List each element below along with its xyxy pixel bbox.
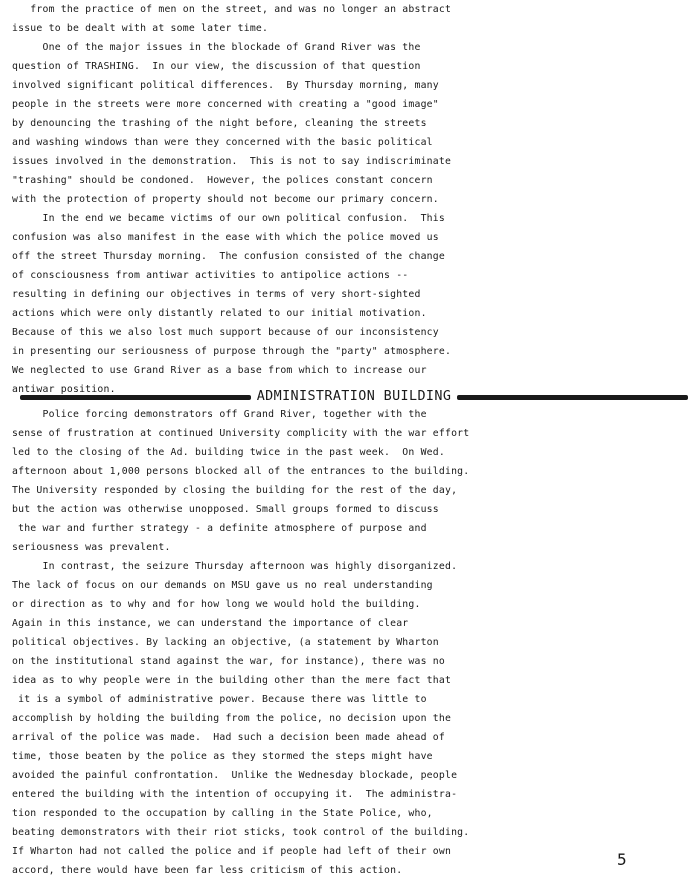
text-line: off the street Thursday morning. The confusion consisted of the change xyxy=(12,251,445,262)
text-line: in presenting our seriousness of purpose through the "party" atmosphere. xyxy=(12,346,452,357)
page-number: 5 xyxy=(617,850,627,869)
text-line: antiwar position. xyxy=(12,384,116,395)
text-line: resulting in defining our objectives in terms of very short-sighted xyxy=(12,289,421,300)
text-line: We neglected to use Grand River as a base from which to increase our xyxy=(12,365,427,376)
text-line: by denouncing the trashing of the night before, cleaning the streets xyxy=(12,118,427,129)
text-line: "trashing" should be condoned. However, the polices constant concern xyxy=(12,175,433,186)
text-line: The lack of focus on our demands on MSU gave us no real understanding xyxy=(12,580,433,591)
text-line: or direction as to why and for how long we would hold the building. xyxy=(12,599,421,610)
text-line: it is a symbol of administrative power. Because there was little to xyxy=(12,694,427,705)
heading-rule-right xyxy=(457,395,688,400)
text-line: issues involved in the demonstration. This is not to say indiscriminate xyxy=(12,156,452,167)
text-line: avoided the painful confrontation. Unlike the Wednesday blockade, people xyxy=(12,770,458,781)
text-line: In contrast, the seizure Thursday afternoon was highly disorganized. xyxy=(12,561,458,572)
text-line: afternoon about 1,000 persons blocked all of the entrances to the building. xyxy=(12,466,470,477)
text-line: from the practice of men on the street, and was no longer an abstract xyxy=(12,4,452,15)
text-line: led to the closing of the Ad. building twice in the past week. On Wed. xyxy=(12,447,445,458)
text-line: tion responded to the occupation by calling in the State Police, who, xyxy=(12,808,433,819)
text-line: arrival of the police was made. Had such a decision been made ahead of xyxy=(12,732,445,743)
section-heading: ADMINISTRATION BUILDING xyxy=(256,389,452,404)
text-line: The University responded by closing the building for the rest of the day, xyxy=(12,485,458,496)
text-line: on the institutional stand against the war, for instance), there was no xyxy=(12,656,445,667)
text-line: sense of frustration at continued University complicity with the war effort xyxy=(12,428,470,439)
text-line: people in the streets were more concerned with creating a "good image" xyxy=(12,99,439,110)
text-line: Police forcing demonstrators off Grand River, together with the xyxy=(12,409,427,420)
heading-rule-left xyxy=(20,395,251,400)
text-line: entered the building with the intention of occupying it. The administra- xyxy=(12,789,458,800)
text-line: but the action was otherwise unopposed. Small groups formed to discuss xyxy=(12,504,439,515)
section-before-heading xyxy=(12,0,700,399)
text-line: accord, there would have been far less criticism of this action. xyxy=(12,865,403,876)
section-administration-building xyxy=(12,405,700,880)
text-line: political objectives. By lacking an objective, (a statement by Wharton xyxy=(12,637,439,648)
text-line: actions which were only distantly related to our initial motivation. xyxy=(12,308,427,319)
text-line: with the protection of property should not become our primary concern. xyxy=(12,194,439,205)
text-line: accomplish by holding the building from the police, no decision upon the xyxy=(12,713,452,724)
text-line: and washing windows than were they concerned with the basic political xyxy=(12,137,433,148)
text-line: seriousness was prevalent. xyxy=(12,542,171,553)
section-heading-row xyxy=(20,388,688,406)
text-line: the war and further strategy - a definite atmosphere of purpose and xyxy=(12,523,427,534)
text-line: beating demonstrators with their riot sticks, took control of the building. xyxy=(12,827,470,838)
text-line: involved significant political differences. By Thursday morning, many xyxy=(12,80,439,91)
text-line: time, those beaten by the police as they stormed the steps might have xyxy=(12,751,433,762)
text-line: issue to be dealt with at some later time. xyxy=(12,23,269,34)
text-line: If Wharton had not called the police and if people had left of their own xyxy=(12,846,452,857)
text-line: question of TRASHING. In our view, the discussion of that question xyxy=(12,61,421,72)
text-line: Because of this we also lost much support because of our inconsistency xyxy=(12,327,439,338)
text-line: of consciousness from antiwar activities to antipolice actions -- xyxy=(12,270,409,281)
text-line: In the end we became victims of our own political confusion. This xyxy=(12,213,445,224)
text-line: idea as to why people were in the building other than the mere fact that xyxy=(12,675,452,686)
text-line: One of the major issues in the blockade of Grand River was the xyxy=(12,42,421,53)
text-line: confusion was also manifest in the ease with which the police moved us xyxy=(12,232,439,243)
text-line: Again in this instance, we can understand the importance of clear xyxy=(12,618,409,629)
